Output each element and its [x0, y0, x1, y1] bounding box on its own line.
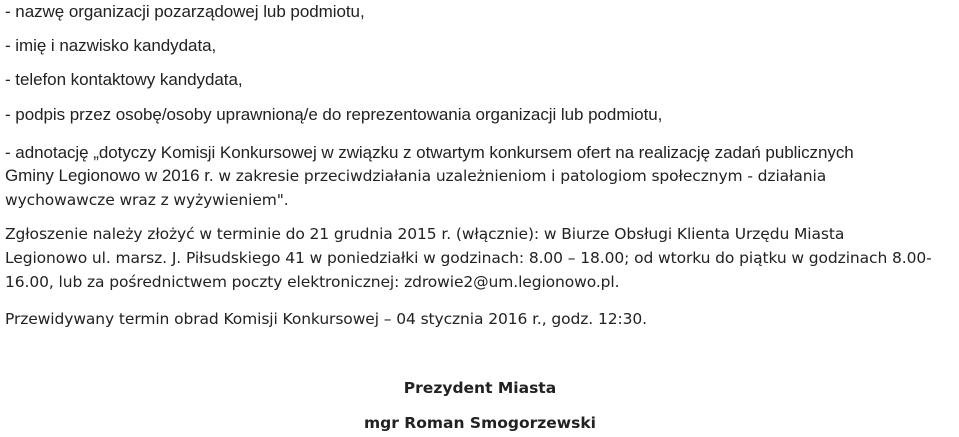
annotation-line-2-part-1: Gminy Legionowo w 2016 r.	[5, 166, 214, 185]
list-item-candidate-phone: - telefon kontaktowy kandydata,	[5, 70, 243, 89]
signature-name: mgr Roman Smogorzewski	[364, 414, 596, 432]
meeting-note: Przewidywany termin obrad Komisji Konkursowej – 04 stycznia 2016 r., godz. 12:30.	[5, 310, 647, 328]
annotation-line-1: - adnotację „dotyczy Komisji Konkursowej w związku z otwartym konkursem ofert na realizację zadań publicznych	[5, 143, 854, 162]
list-item-organization-name: - nazwę organizacji pozarządowej lub podmiotu,	[5, 2, 365, 21]
submission-line-2: Legionowo ul. marsz. J. Piłsudskiego 41 w poniedziałki w godzinach: 8.00 – 18.00; od wtorku do piątku w godzinach 8.00-	[5, 249, 932, 267]
submission-line-3: 16.00, lub za pośrednictwem poczty elektronicznej: zdrowie2@um.legionowo.pl.	[5, 273, 620, 291]
list-item-signature: - podpis przez osobę/osoby uprawnioną/e do reprezentowania organizacji lub podmiotu,	[5, 105, 663, 124]
annotation-line-2-part-2: w zakresie przeciwdziałania uzależnieniom i patologiom społecznym - działania	[213, 167, 827, 185]
signature-title: Prezydent Miasta	[403, 379, 557, 397]
annotation-line-2	[5, 164, 826, 188]
submission-line-1: Zgłoszenie należy złożyć w terminie do 21 grudnia 2015 r. (włącznie): w Biurze Obsługi Klienta Urzędu Miasta	[5, 225, 845, 243]
list-item-candidate-name: - imię i nazwisko kandydata,	[5, 36, 217, 55]
annotation-line-3: wychowawcze wraz z wyżywieniem".	[5, 191, 289, 209]
